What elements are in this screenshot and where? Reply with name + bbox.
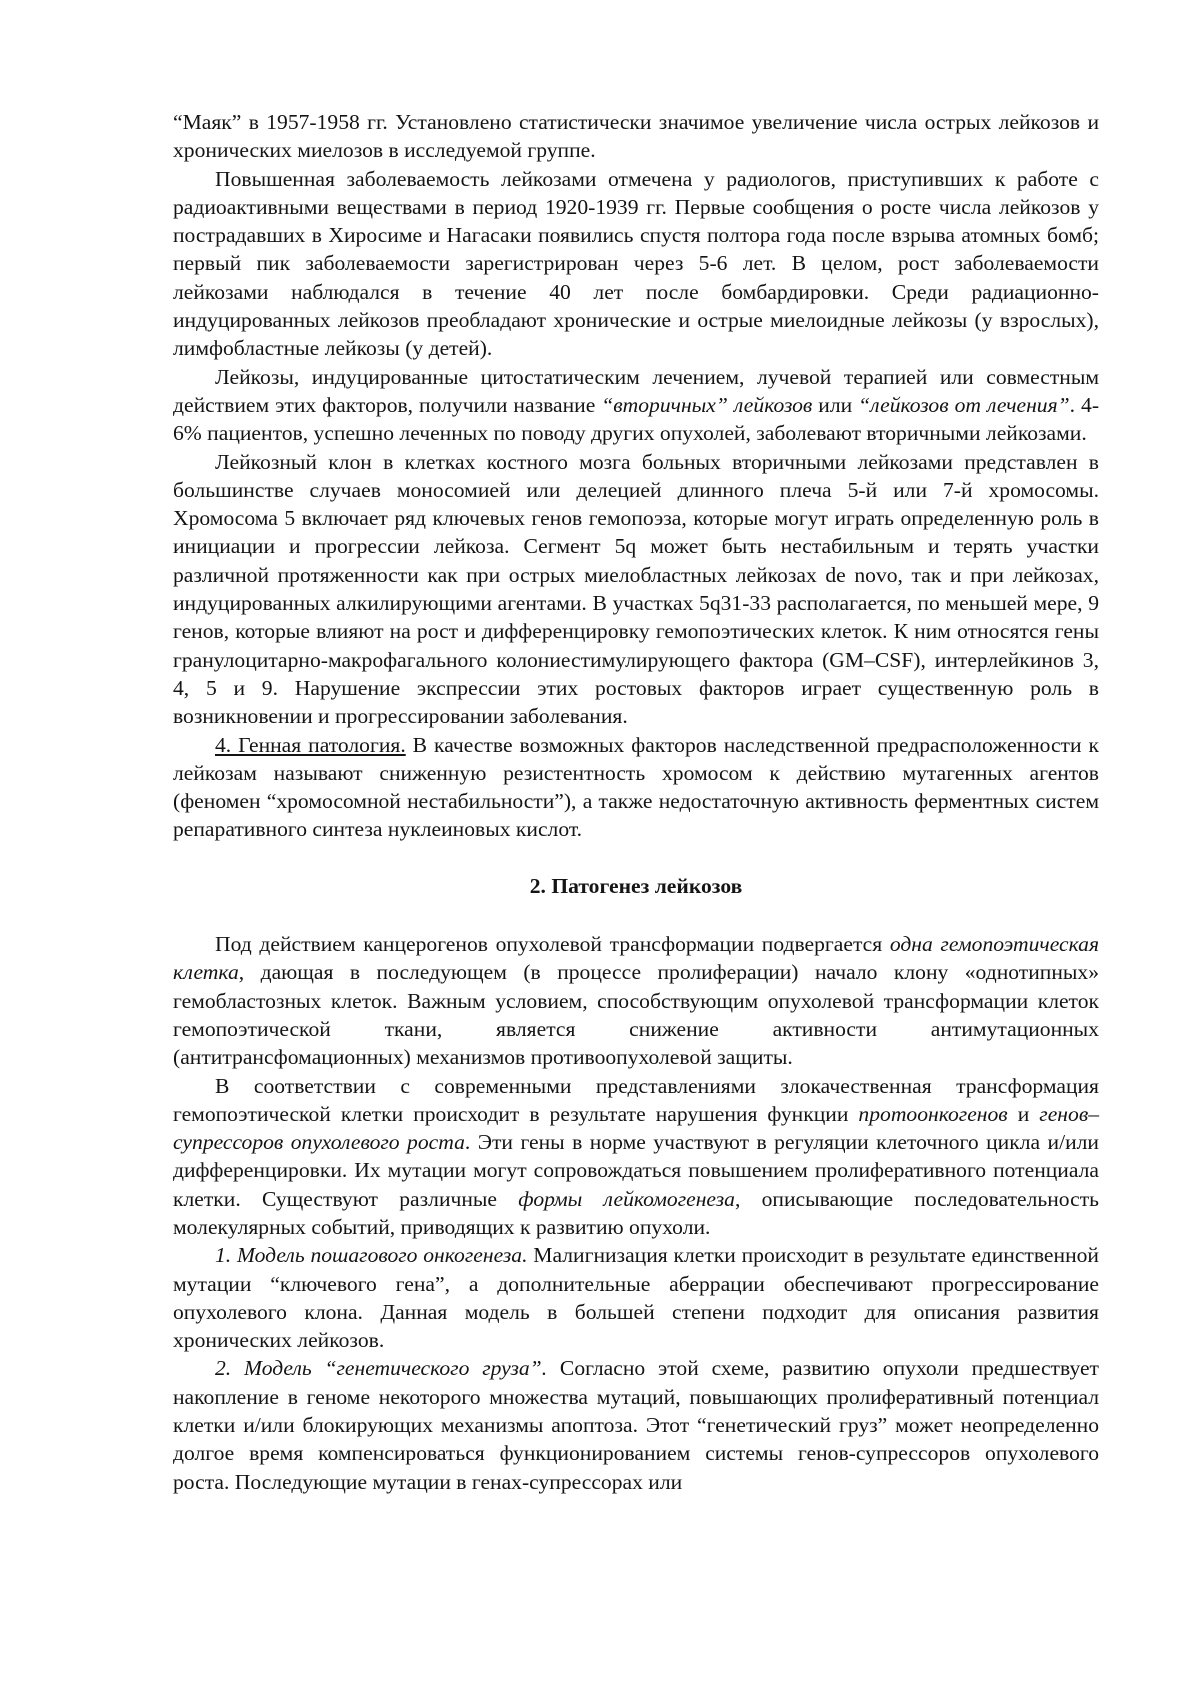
text-run: Повышенная заболеваемость лейкозами отмечена у радиологов, приступивших к работе с радиоактивными веществами в период 1920-1939 гг. Первые сообщения о росте числа лейкозов у пострадавших в Хиросиме и Нагасаки появились спустя полтора года после взрыва атомных бомб; первый пик заболеваемости зарегистрирован через 5-6 лет. В целом, рост заболеваемости лейкозами наблюдался в течение 40 лет после бомбардировки. Среди радиационно-индуцированных лейкозов преобладают хронические и острые миелоидные лейкозы (у взрослых), лимфобластные лейкозы (у детей). <box>173 166 1099 361</box>
text-run: , описывающие последовательность молекулярных событий, приводящих к развитию опухоли. <box>173 1186 1099 1239</box>
text-run: Под действием канцерогенов опухолевой трансформации подвергается <box>215 932 890 957</box>
text-run: В соответствии с современными представлениями злокачественная трансформация гемопоэтической клетки происходит в результате нарушения функции <box>173 1073 1099 1126</box>
italic-text: одна гемопоэтическая клетка <box>173 932 1099 985</box>
text-run: Лейкозный клон в клетках костного мозга больных вторичными лейкозами представлен в большинстве случаев моносомией или делецией длинного плеча 5-й или 7-й хромосомы. Хромосома 5 включает ряд ключевых генов гемопоэза, которые могут играть определенную роль в инициации и прогрессии лейкоза. Сегмент 5q может быть нестабильным и терять участки различной протяженности как при острых миелобластных лейкозах de novo, так и при лейкозах, индуцированных алкилирующими агентами. В участках 5q31-33 располагается, по меньшей мере, 9 генов, которые влияют на рост и дифференцировку гемопоэтических клеток. К ним относятся гены гранулоцитарно-макрофагального колониестимулирующего фактора (GM–CSF), интерлейкинов 3, 4, 5 и 9. Нарушение экспрессии этих ростовых факторов играет существенную роль в возникновении и прогрессировании заболевания. <box>173 449 1099 729</box>
italic-text: формы лейкомогенеза <box>518 1186 735 1211</box>
text-run: “Маяк” в 1957-1958 гг. Установлено статистически значимое увеличение числа острых лейкозов и хронических миелозов в исследуемой группе. <box>173 110 1099 163</box>
paragraph-p2 <box>173 165 1099 363</box>
text-run: , дающая в последующем (в процессе пролиферации) начало клону «однотипных» гемобластозных клеток. Важным условием, способствующим опухолевой трансформации клеток гемопоэтической ткани, является снижение активности антимутационных (антитрансфомационных) механизмов противоопухолевой защиты. <box>173 960 1099 1070</box>
section-heading: 2. Патогенез лейкозов <box>529 873 743 898</box>
paragraph-p1 <box>173 108 1099 165</box>
underlined-text: 4. Генная патология. <box>215 732 406 757</box>
text-run: и <box>1007 1101 1040 1126</box>
text-run: . Эти гены в норме участвуют в регуляции клеточного цикла и/или дифференцировки. Их мутации могут сопровождаться повышением пролиферативного потенциала клетки. Существуют различные <box>173 1130 1099 1211</box>
italic-text: “вторичных” лейкозов <box>601 392 813 417</box>
text-run: или <box>812 392 859 417</box>
italic-text: “лейкозов от лечения” <box>858 392 1070 417</box>
paragraph-p8 <box>173 1241 1099 1354</box>
paragraph-p6 <box>173 930 1099 1071</box>
text-block-bottom <box>173 930 1099 1496</box>
paragraph-p3 <box>173 363 1099 448</box>
paragraph-p7 <box>173 1072 1099 1242</box>
text-run: Согласно этой схеме, развитию опухоли предшествует накопление в геноме некоторого множества мутаций, повышающих пролиферативный потенциал клетки и/или блокирующих механизмы апоптоза. Этот “генетический груз” может неопределенно долгое время компенсироваться функционированием системы генов-супрессоров опухолевого роста. Последующие мутации в генах-супрессорах или <box>173 1356 1099 1494</box>
text-run: . 4-6% пациентов, успешно леченных по поводу других опухолей, заболевают вторичными лейкозами. <box>173 392 1100 446</box>
document-page <box>173 108 1099 1496</box>
text-run: Лейкозы, индуцированные цитостатическим лечением, лучевой терапией или совместным действием этих факторов, получили название <box>173 364 1099 417</box>
paragraph-p9 <box>173 1354 1099 1495</box>
paragraph-p4 <box>173 448 1099 731</box>
paragraph-p5 <box>173 731 1099 844</box>
italic-text: 1. Модель пошагового онкогенеза. <box>215 1243 528 1268</box>
text-block-top <box>173 108 1099 844</box>
text-run: В качестве возможных факторов наследственной предрасположенности к лейкозам называют сниженную резистентность хромосом к действию мутагенных агентов (феномен “хромосомной нестабильности”), а также недостаточную активность ферментных систем репаративного синтеза нуклеиновых кислот. <box>173 732 1099 842</box>
italic-text: 2. Модель “генетического груза”. <box>215 1356 548 1381</box>
text-run: Малигнизация клетки происходит в результате единственной мутации “ключевого гена”, а дополнительные аберрации обеспечивают прогрессирование опухолевого клона. Данная модель в большей степени подходит для описания развития хронических лейкозов. <box>173 1243 1099 1353</box>
italic-text: генов–супрессоров опухолевого роста <box>173 1101 1099 1155</box>
italic-text: протоонкогенов <box>858 1101 1008 1126</box>
